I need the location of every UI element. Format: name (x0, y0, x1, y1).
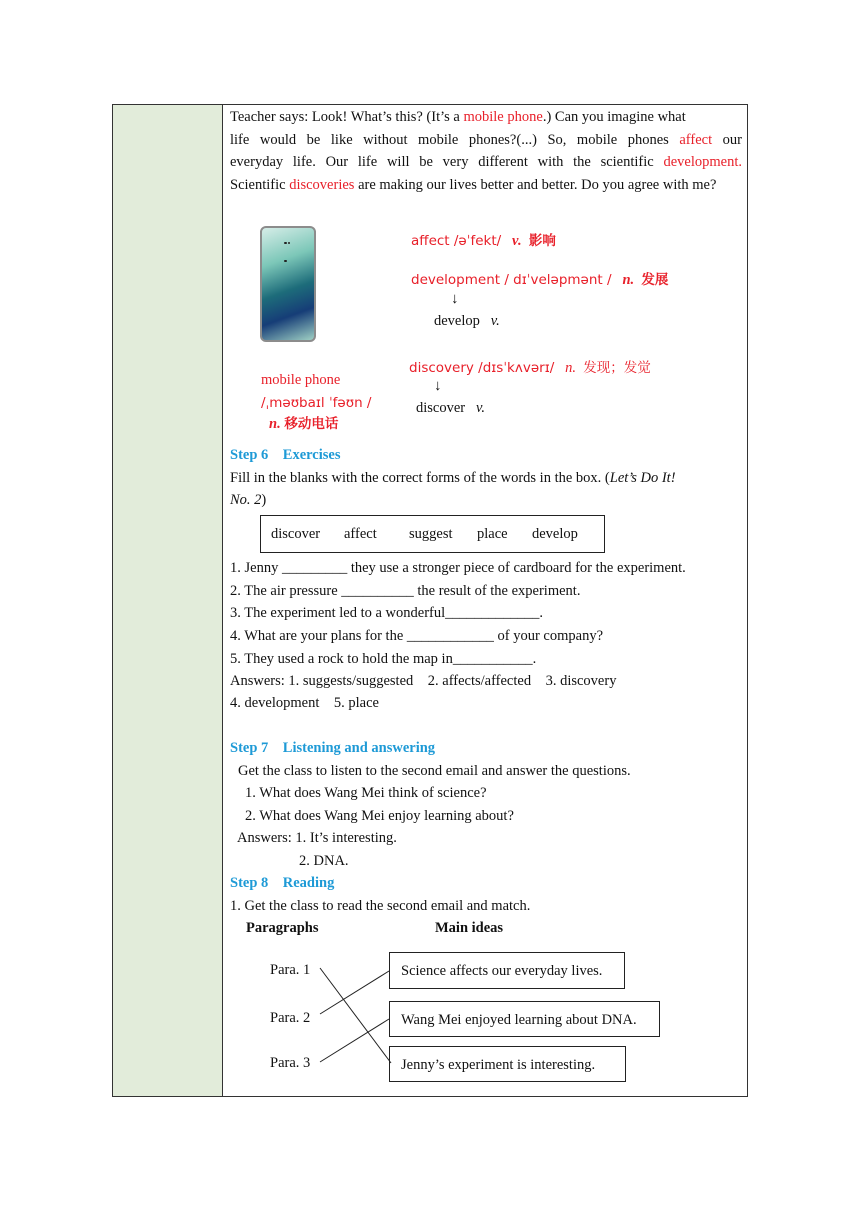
arrow-down-icon: ↓ (451, 291, 459, 307)
step7-question-1: 1. What does Wang Mei think of science? (245, 785, 487, 801)
intro-text: everyday life. Our life will be very different with the scientific (230, 154, 654, 170)
intro-text: are making our lives better and better. Do you agree with me? (354, 177, 717, 193)
vocab-root: discover (416, 400, 466, 416)
box-word: affect (344, 526, 377, 542)
instruction-text: ) (261, 492, 267, 508)
vocab-cn: 移动电话 (284, 416, 339, 432)
vocab-mobile-phone: mobile phone (261, 372, 341, 388)
step6-title: Step 6 Exercises (230, 447, 341, 463)
instruction-text: Fill in the blanks with the correct forms of the words in the box. ( (230, 470, 610, 486)
box-word: discover (271, 526, 321, 542)
match-line-para3 (320, 1019, 389, 1062)
step7-instruction: Get the class to listen to the second email and answer the questions. (238, 763, 631, 779)
intro-text: Scientific (230, 177, 290, 193)
vocab-pos: n. (269, 416, 281, 432)
step8-title: Step 8 Reading (230, 875, 335, 891)
answers-line-1: Answers: 1. suggests/suggested 2. affects/affected 3. discovery (230, 673, 617, 689)
box-word: develop (532, 526, 578, 542)
vocab-cn: 影响 (528, 233, 556, 249)
box-word: place (477, 526, 508, 542)
box-word: suggest (409, 526, 453, 542)
answers-line-2: 4. development 5. place (230, 695, 379, 711)
highlight-mobile-phone: mobile phone (463, 109, 543, 125)
question-1: 1. Jenny _________ they use a stronger piece of cardboard for the experiment. (230, 560, 686, 576)
step7-answer-2: 2. DNA. (299, 853, 349, 869)
vocab-word: affect /əˈfekt/ (411, 233, 502, 249)
match-line-para2 (320, 971, 389, 1014)
vocab-cn: 发现；发觉 (583, 360, 651, 376)
instruction-italic: Let’s Do It! (609, 470, 676, 486)
main-idea-text: Science affects our everyday lives. (401, 963, 603, 979)
highlight-affect: affect (679, 132, 713, 148)
column-header-main-ideas: Main ideas (435, 920, 504, 936)
vocab-root-pos: v. (490, 313, 500, 329)
step7-answer-1: Answers: 1. It’s interesting. (237, 830, 397, 846)
para-label-1: Para. 1 (270, 962, 311, 978)
step7-title: Step 7 Listening and answering (230, 740, 436, 756)
question-4: 4. What are your plans for the ____________ of your company? (230, 628, 604, 644)
vocab-pos: n. (565, 360, 577, 376)
vocab-word: development / dɪˈveləpmənt / (411, 272, 612, 288)
intro-text: .) Can you imagine what (542, 109, 686, 125)
main-idea-text: Wang Mei enjoyed learning about DNA. (401, 1012, 637, 1028)
column-header-paragraphs: Paragraphs (246, 920, 319, 936)
question-5: 5. They used a rock to hold the map in___________. (230, 651, 537, 667)
highlight-development: development. (663, 154, 743, 170)
intro-text: our (722, 132, 742, 148)
match-line-para1 (320, 968, 391, 1063)
intro-text: Teacher says: Look! What’s this? (It’s a (230, 109, 464, 125)
question-3: 3. The experiment led to a wonderful_____________. (230, 605, 544, 621)
arrow-down-icon: ↓ (434, 378, 442, 394)
para-label-2: Para. 2 (270, 1010, 311, 1026)
vocab-mobile-phone-ipa: /ˌməʊbaɪl ˈfəʊn / (261, 395, 372, 411)
vocab-root: develop (434, 313, 480, 329)
question-2: 2. The air pressure __________ the result of the experiment. (230, 583, 581, 599)
vocab-word: discovery /dɪsˈkʌvərɪ/ (409, 360, 555, 376)
vocab-pos: v. (512, 233, 522, 249)
intro-text: life would be like without mobile phones?(...) So, mobile phones (230, 132, 669, 148)
vocab-root-pos: v. (476, 400, 485, 416)
para-label-3: Para. 3 (270, 1055, 311, 1071)
step7-question-2: 2. What does Wang Mei enjoy learning about? (245, 808, 514, 824)
highlight-discoveries: discoveries (289, 177, 355, 193)
main-idea-text: Jenny’s experiment is interesting. (401, 1057, 596, 1073)
instruction-italic: No. 2 (230, 492, 262, 508)
step8-instruction: 1. Get the class to read the second email and match. (230, 898, 531, 914)
vocab-pos: n. (622, 272, 635, 288)
vocab-cn: 发展 (641, 272, 669, 288)
